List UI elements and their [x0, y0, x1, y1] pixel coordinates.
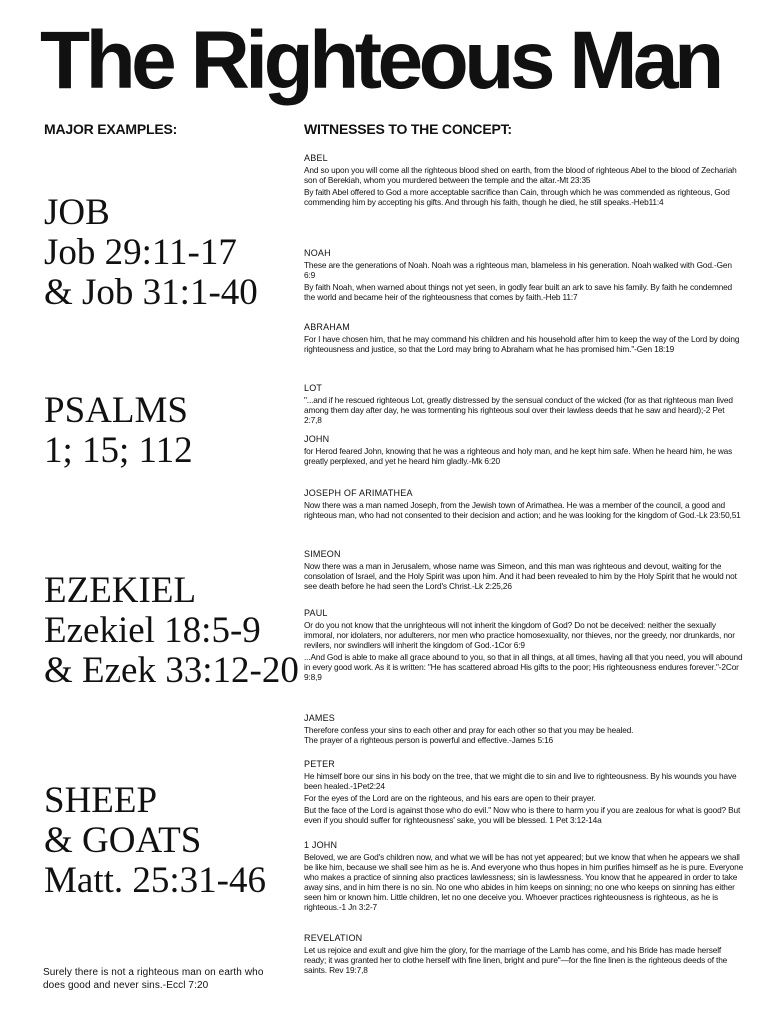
- witness-revelation: [304, 933, 744, 975]
- witness-verse: And so upon you will come all the righteous blood shed on earth, from the blood of righteous Abel to the blood of Zechariah son of Berekiah, whom you murdered between the temple and the altar.-Mt 23:35: [304, 165, 737, 185]
- witnesses-list: [304, 153, 744, 977]
- witness-john: [304, 434, 744, 488]
- major-example-heading: JOB: [44, 192, 110, 233]
- witness-name: NOAH: [304, 248, 331, 258]
- witness-james: [304, 713, 744, 759]
- witness-verse: These are the generations of Noah. Noah was a righteous man, blameless in his generation. Noah walked with God.-Gen 6:9: [304, 260, 732, 280]
- witnesses-heading: WITNESSES TO THE CONCEPT:: [304, 121, 512, 137]
- major-example-heading: & GOATS: [44, 820, 202, 861]
- witness-name: ABRAHAM: [304, 322, 350, 332]
- witness-name: JOHN: [304, 434, 330, 444]
- major-example-heading: SHEEP: [44, 780, 158, 821]
- witness-name: JOSEPH OF ARIMATHEA: [304, 488, 413, 498]
- witness-noah: [304, 248, 744, 322]
- witness-name: SIMEON: [304, 549, 341, 559]
- witness-verse: for Herod feared John, knowing that he was a righteous and holy man, and he kept him safe. When he heard him, he was greatly perplexed, and yet he heard him gladly.-Mk 6:20: [304, 446, 733, 466]
- witness-simeon: [304, 549, 744, 608]
- witness-verse: Now there was a man in Jerusalem, whose name was Simeon, and this man was righteous and devout, waiting for the consolation of Israel, and the Holy Spirit was upon him. And it had been revealed to him by the Holy Spirit that he would not see death before he had seen the Lord's Christ.-Lk 2:25,26: [304, 561, 737, 591]
- witness-peter: [304, 759, 744, 840]
- witness-abraham: [304, 322, 744, 383]
- witness-name: REVELATION: [304, 933, 363, 943]
- witness-joseph-of-arimathea: [304, 488, 744, 549]
- major-example-reference: Ezekiel 18:5-9: [44, 610, 261, 651]
- witness-verse: Let us rejoice and exult and give him the glory, for the marriage of the Lamb has come, and his Bride has made herself ready; it was granted her to clothe herself with fine linen, bright and pure"—for the fine linen is the righteous deeds of the saints. Rev 19:7,8: [304, 945, 728, 975]
- witness-verse: "...and if he rescued righteous Lot, greatly distressed by the sensual conduct of the wicked (for as that righteous man lived among them day after day, he was tormenting his righteous soul over their lawless deeds that he saw and heard);-2 Pet 2:7,8: [304, 395, 733, 425]
- major-example-ezekiel: [44, 571, 299, 691]
- major-example-heading: EZEKIEL: [44, 570, 197, 611]
- major-example-heading: PSALMS: [44, 390, 188, 431]
- witness-verse: Now there was a man named Joseph, from the Jewish town of Arimathea. He was a member of the council, a good and righteous man, who had not consented to their decision and action; and he was looking for the kingdom of God.-Lk 23:50,51: [304, 500, 741, 520]
- witness-name: JAMES: [304, 713, 336, 723]
- witness-name: PETER: [304, 759, 336, 769]
- witness-verse: Beloved, we are God's children now, and what we will be has not yet appeared; but we know that when he appears we shall be like him, because we shall see him as he is. And everyone who thus hopes in him purifies himself as he is pure. Everyone who makes a practice of sinning also practices lawlessness; sin is lawlessness. You know that he appeared in order to take away sins, and in him there is no sin. No one who abides in him keeps on sinning; no one who keeps on sinning has either seen him or known him. Little children, let no one deceive you. Whoever practices righteousness is righteous, as he is righteous.-1 Jn 3:2-7: [304, 852, 744, 912]
- witness-lot: [304, 383, 744, 434]
- witness-verse: Therefore confess your sins to each other and pray for each other so that you may be healed. The prayer of a righteous person is powerful and effective.-James 5:16: [304, 725, 634, 745]
- witness-verse: He himself bore our sins in his body on the tree, that we might die to sin and live to righteousness. By his wounds you have been healed.-1Pet2:24: [304, 771, 737, 791]
- major-example-job: [44, 193, 258, 313]
- major-example-psalms: [44, 391, 193, 471]
- major-examples-heading: MAJOR EXAMPLES:: [44, 121, 178, 137]
- major-example-reference: & Ezek 33:12-20: [44, 650, 299, 691]
- footer-quote: Surely there is not a righteous man on earth who does good and never sins.-Eccl 7:20: [43, 967, 264, 991]
- witness-name: 1 JOHN: [304, 840, 338, 850]
- witness-verse: By faith Abel offered to God a more acceptable sacrifice than Cain, through which he was commended as righteous, God commending him by accepting his gifts. And through his faith, though he died, he still speaks.-Heb11:4: [304, 187, 730, 207]
- witness-1-john: [304, 840, 744, 933]
- witness-verse: For the eyes of the Lord are on the righteous, and his ears are open to their prayer.: [304, 793, 596, 803]
- witness-verse: Or do you not know that the unrighteous will not inherit the kingdom of God? Do not be deceived: neither the sexually immoral, nor idolaters, nor adulterers, nor men who practice homosexuality, nor thieves, nor the greedy, nor drunkards, nor revilers, nor swindlers will inherit the kingdom of God.-1Cor 6:9: [304, 620, 735, 650]
- witness-verse: ...And God is able to make all grace abound to you, so that in all things, at all times, having all that you need, you will abound in every good work. As it is written: "He has scattered abroad His gifts to the poor; His righteousness endures forever."-2Cor 9:8,9: [304, 652, 743, 682]
- witness-name: ABEL: [304, 153, 328, 163]
- major-example-sheep-goats: [44, 781, 266, 901]
- witness-verse: By faith Noah, when warned about things not yet seen, in godly fear built an ark to save his family. By faith he condemned the world and became heir of the righteousness that comes by faith.-Heb 11:7: [304, 282, 732, 302]
- witness-name: LOT: [304, 383, 323, 393]
- witness-name: PAUL: [304, 608, 328, 618]
- witness-abel: [304, 153, 744, 248]
- major-example-reference: 1; 15; 112: [44, 430, 193, 471]
- major-example-reference: Matt. 25:31-46: [44, 860, 266, 901]
- major-example-reference: Job 29:11-17: [44, 232, 237, 273]
- major-example-reference: & Job 31:1-40: [44, 272, 258, 313]
- witness-paul: [304, 608, 744, 713]
- witness-verse: For I have chosen him, that he may command his children and his household after him to keep the way of the Lord by doing righteousness and justice, so that the Lord may bring to Abraham what he has promised him."-Gen 18:19: [304, 334, 740, 354]
- witness-verse: But the face of the Lord is against those who do evil." Now who is there to harm you if you are zealous for what is good? But even if you should suffer for righteousness' sake, you will be blessed. 1 Pet 3:12-14a: [304, 805, 741, 825]
- page-title: The Righteous Man: [40, 15, 720, 106]
